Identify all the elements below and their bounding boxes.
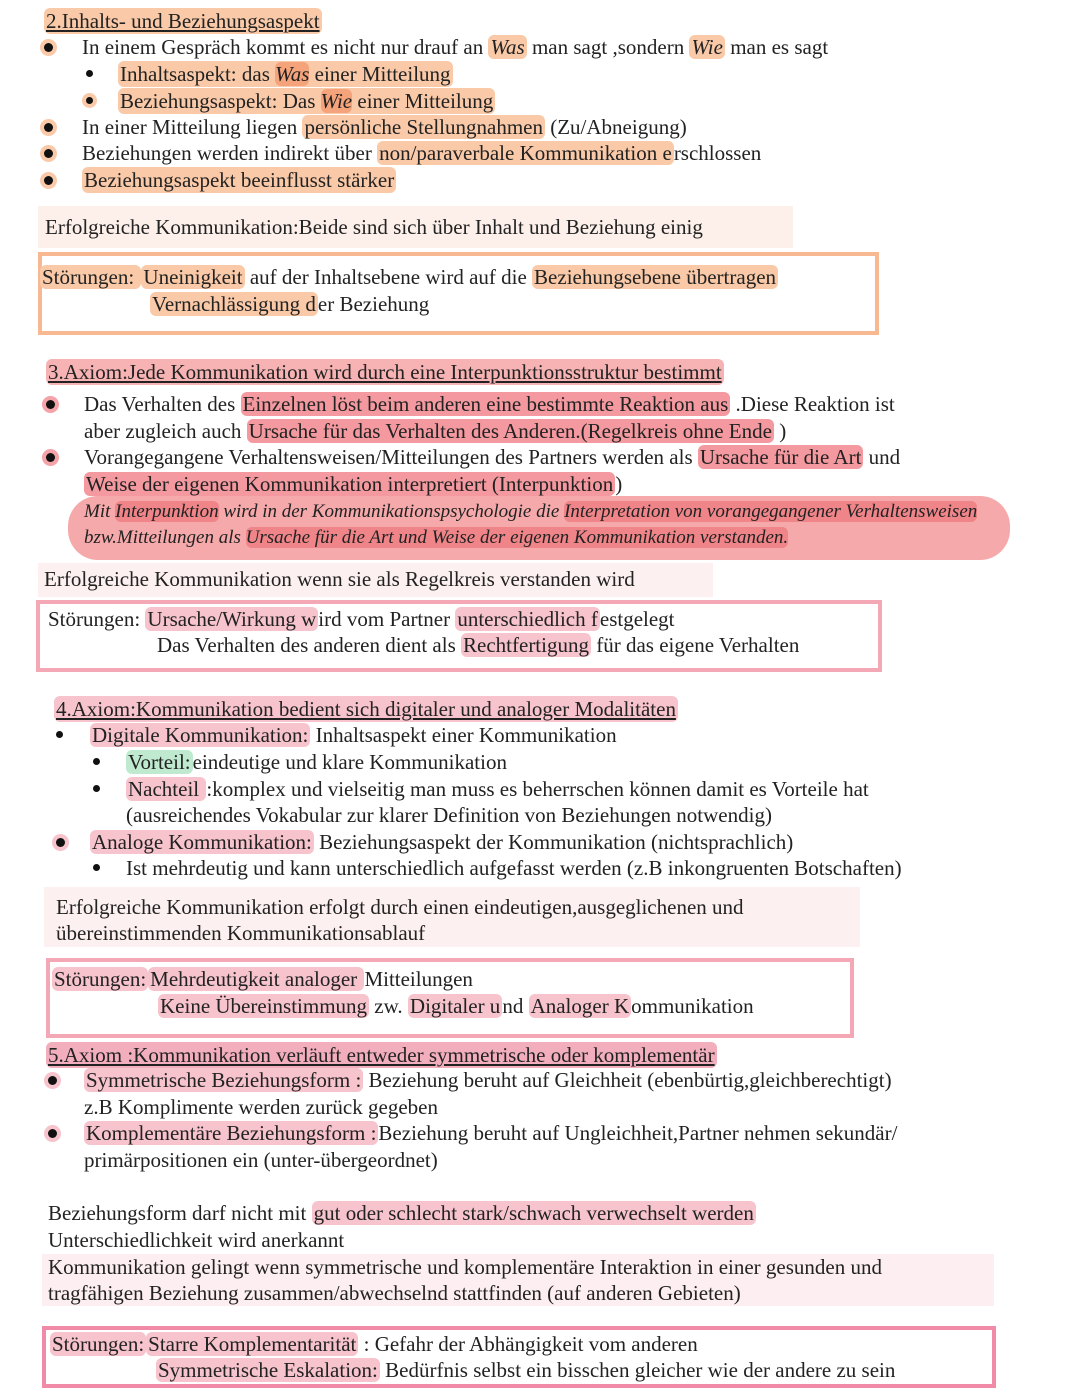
bullet [93,864,100,871]
s2-bullet-3: Beziehungen werden indirekt über non/paraverbale Kommunikation erschlossen [82,141,762,165]
bullet [56,731,63,738]
s5-note-1: Beziehungsform darf nicht mit gut oder schlecht stark/schwach verwechselt werden [48,1201,754,1225]
s2-bullet-1a: Inhaltsaspekt: das Was einer Mitteilung [120,62,451,86]
s4-bullet-2a: Ist mehrdeutig und kann unterschiedlich aufgefasst werden (z.B inkongruenten Botschaften) [126,856,902,880]
s2-stoerungen-2: Vernachlässigung der Beziehung [152,292,430,316]
s3-bullet-2-line-1: Vorangegangene Verhaltensweisen/Mitteilungen des Partners werden als Ursache für die Art und [84,445,901,469]
s5-note-2: Unterschiedlichkeit wird anerkannt [48,1228,345,1252]
bullet [44,176,53,185]
bullet [86,70,93,77]
s5-success-line-2: tragfähigen Beziehung zusammen/abwechselnd stattfinden (auf anderen Gebieten) [48,1281,741,1305]
s5-success-line-1: Kommunikation gelingt wenn symmetrische und komplementäre Interaktion in einer gesunden und [48,1255,882,1279]
s4-stoerungen-1: Störungen: Mehrdeutigkeit analoger Mitteilungen [54,967,473,991]
bullet [56,838,65,847]
bullet [48,1076,57,1085]
s5-bullet-2: Komplementäre Beziehungsform :Beziehung beruht auf Ungleichheit,Partner nehmen sekundär/ [86,1121,898,1145]
s5-bullet-2-line-2: primärpositionen ein (unter-übergeordnet) [84,1148,438,1172]
s3-bullet-1-line-1: Das Verhalten des Einzelnen löst beim anderen eine bestimmte Reaktion aus .Diese Reaktion ist [84,392,895,416]
s4-bullet-2: Analoge Kommunikation: Beziehungsaspekt der Kommunikation (nichtsprachlich) [92,830,794,854]
s2-bullet-2: In einer Mitteilung liegen persönliche Stellungnahmen (Zu/Abneigung) [82,115,687,139]
s5-bullet-1-line-2: z.B Komplimente werden zurück gegeben [84,1095,438,1119]
bullet [93,785,100,792]
s3-definition-line-1: Mit Interpunktion wird in der Kommunikationspsychologie die Interpretation von vorangegangener Verhaltensweisen [84,501,978,522]
s5-bullet-1: Symmetrische Beziehungsform : Beziehung beruht auf Gleichheit (ebenbürtig,gleichberechtigt) [86,1068,892,1092]
bullet [44,123,53,132]
s2-bullet-1b: Beziehungsaspekt: Das Wie einer Mitteilung [120,89,494,113]
s3-definition-line-2: bzw.Mitteilungen als Ursache für die Art und Weise der eigenen Kommunikation verstanden. [84,527,789,548]
bullet [86,97,93,104]
s5-title: 5.Axiom :Kommunikation verläuft entweder symmetrische oder komplementär [48,1043,715,1067]
s3-title: 3.Axiom:Jede Kommunikation wird durch eine Interpunktionsstruktur bestimmt [48,360,722,384]
s3-stoerungen-2: Das Verhalten des anderen dient als Rechtfertigung für das eigene Verhalten [157,633,800,657]
s2-stoerungen-1: Störungen: Uneinigkeit auf der Inhaltsebene wird auf die Beziehungsebene übertragen [42,265,777,289]
bullet [93,758,100,765]
bullet [44,149,53,158]
s4-success-line-1: Erfolgreiche Kommunikation erfolgt durch einen eindeutigen,ausgeglichenen und [56,895,744,919]
s3-stoerungen-1: Störungen: Ursache/Wirkung wird vom Partner unterschiedlich festgelegt [48,607,675,631]
s4-bullet-1b: Nachteil :komplex und vielseitig man muss es beherrschen können damit es Vorteile hat [128,777,869,801]
s4-title: 4.Axiom:Kommunikation bedient sich digitaler und analoger Modalitäten [56,697,676,721]
s4-stoerungen-2: Keine Übereinstimmung zw. Digitaler und Analoger Kommunikation [160,994,754,1018]
s4-bullet-1: Digitale Kommunikation: Inhaltsaspekt einer Kommunikation [92,723,617,747]
bullet [46,453,55,462]
s4-bullet-1b-line-2: (ausreichendes Vokabular zur klarer Definition von Beziehungen notwendig) [126,803,772,827]
s2-bullet-1: In einem Gespräch kommt es nicht nur drauf an Was man sagt ,sondern Wie man es sagt [82,35,829,59]
s2-success: Erfolgreiche Kommunikation:Beide sind sich über Inhalt und Beziehung einig [45,215,703,239]
s2-bullet-4: Beziehungsaspekt beeinflusst stärker [84,168,395,192]
s3-bullet-2-line-2: Weise der eigenen Kommunikation interpretiert (Interpunktion) [86,472,623,496]
bullet [44,43,53,52]
s4-success-line-2: übereinstimmenden Kommunikationsablauf [56,921,426,945]
s5-stoerungen-1: Störungen: Starre Komplementarität : Gefahr der Abhängigkeit vom anderen [52,1332,698,1356]
bullet [46,400,55,409]
s4-bullet-1a: Vorteil:eindeutige und klare Kommunikation [128,750,507,774]
s2-title: 2.Inhalts- und Beziehungsaspekt [46,9,320,33]
bullet [48,1129,57,1138]
s5-stoerungen-2: Symmetrische Eskalation: Bedürfnis selbst ein bisschen gleicher wie der andere zu sein [158,1358,896,1382]
s3-bullet-1-line-2: aber zugleich auch Ursache für das Verhalten des Anderen.(Regelkreis ohne Ende ) [84,419,787,443]
s3-success: Erfolgreiche Kommunikation wenn sie als Regelkreis verstanden wird [44,567,635,591]
